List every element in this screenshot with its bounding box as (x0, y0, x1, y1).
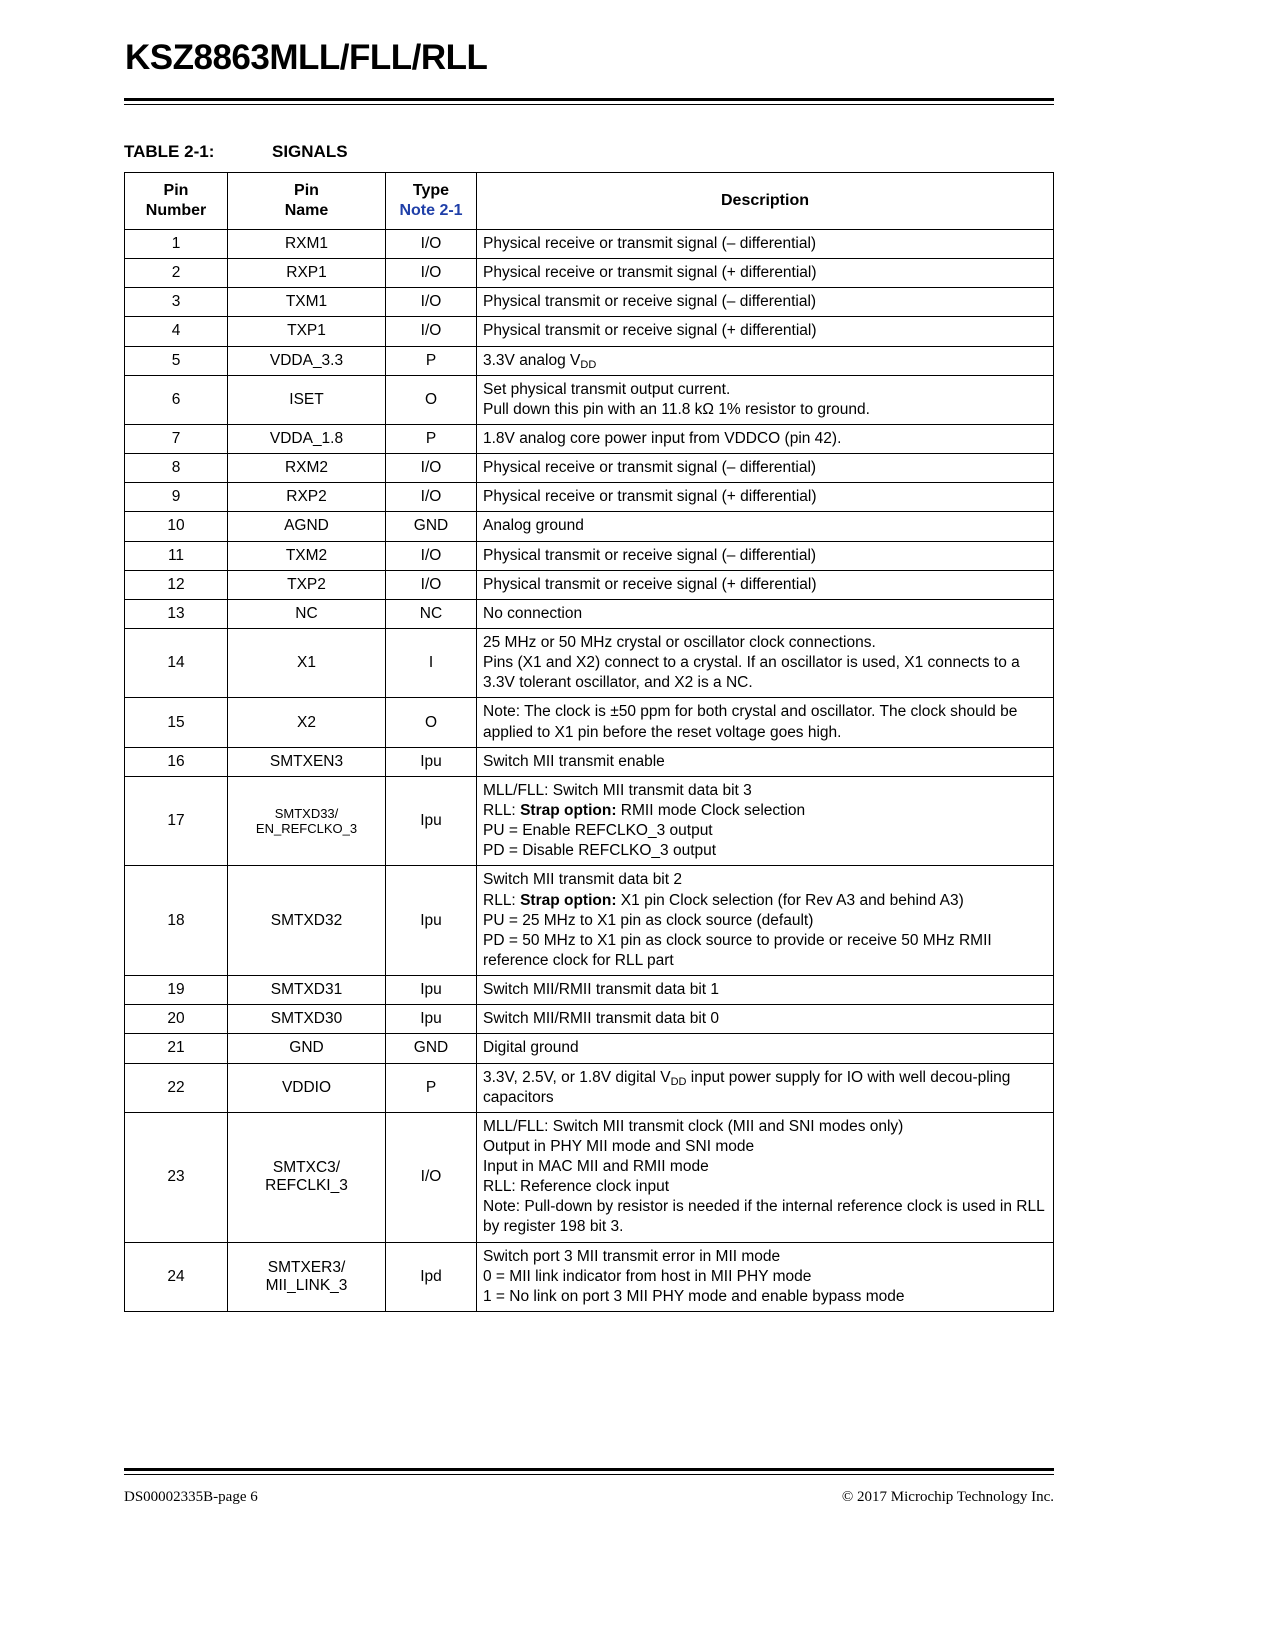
table-caption-text: SIGNALS (272, 142, 348, 161)
table-row (125, 866, 1054, 976)
desc-line: PU = 25 MHz to X1 pin as clock source (default) (483, 911, 814, 929)
cell-type: I/O (386, 483, 477, 512)
header-pin-name (228, 173, 386, 230)
cell-description: Physical receive or transmit signal (– differential) (477, 454, 1054, 483)
cell-pin-name: RXM2 (228, 454, 386, 483)
desc-line: PD = 50 MHz to X1 pin as clock source to provide or receive 50 MHz RMII reference clock for RLL part (483, 931, 992, 969)
cell-pin-name: TXM2 (228, 541, 386, 570)
cell-pin-name (228, 1242, 386, 1311)
cell-pin-name: SMTXD31 (228, 976, 386, 1005)
cell-pin-number: 10 (125, 512, 228, 541)
footer-copyright: © 2017 Microchip Technology Inc. (841, 1489, 1054, 1505)
cell-pin-number: 24 (125, 1242, 228, 1311)
cell-description: Physical receive or transmit signal (– differential) (477, 230, 1054, 259)
cell-description: Physical receive or transmit signal (+ differential) (477, 259, 1054, 288)
cell-description (477, 1112, 1054, 1242)
note-2-1-link[interactable]: Note 2-1 (399, 202, 463, 219)
cell-type: I/O (386, 541, 477, 570)
text-line: SMTXC3/ (272, 1159, 341, 1177)
cell-type: P (386, 424, 477, 453)
cell-type: P (386, 346, 477, 375)
cell-pin-name: TXP2 (228, 570, 386, 599)
text-line: Output in PHY MII mode and SNI mode (483, 1137, 755, 1155)
strap-option-label: Strap option: (520, 891, 617, 909)
cell-description (477, 375, 1054, 424)
cell-pin-name: VDDA_3.3 (228, 346, 386, 375)
cell-pin-number: 15 (125, 698, 228, 747)
cell-pin-name: VDDIO (228, 1063, 386, 1112)
cell-pin-number: 12 (125, 570, 228, 599)
cell-pin-number: 7 (125, 424, 228, 453)
cell-pin-name: ISET (228, 375, 386, 424)
desc-line: PD = Disable REFCLKO_3 output (483, 842, 717, 860)
table-row (125, 599, 1054, 628)
text-line: Pull down this pin with an 11.8 kΩ 1% resistor to ground. (483, 400, 870, 418)
cell-type: Ipu (386, 866, 477, 976)
text-line: EN_REFCLKO_3 (255, 821, 358, 837)
cell-pin-number: 2 (125, 259, 228, 288)
cell-pin-number: 9 (125, 483, 228, 512)
text-line: 25 MHz or 50 MHz crystal or oscillator clock connections. (483, 633, 876, 651)
table-row (125, 976, 1054, 1005)
cell-type: I/O (386, 1112, 477, 1242)
table-row (125, 747, 1054, 776)
table-caption (124, 142, 348, 162)
cell-pin-number: 8 (125, 454, 228, 483)
cell-pin-number: 1 (125, 230, 228, 259)
cell-type: I/O (386, 230, 477, 259)
header-pin-number (125, 173, 228, 230)
cell-description: Switch MII/RMII transmit data bit 1 (477, 976, 1054, 1005)
header-pin-name-line1: Pin (294, 182, 319, 199)
cell-pin-name: RXM1 (228, 230, 386, 259)
table-row (125, 424, 1054, 453)
cell-pin-number: 19 (125, 976, 228, 1005)
text-line: SMTXD33/ (274, 805, 339, 821)
cell-pin-number: 21 (125, 1034, 228, 1063)
header-pin-name-line2: Name (284, 202, 329, 219)
cell-type: Ipd (386, 1242, 477, 1311)
cell-description: 3.3V analog $V_{DD}$ (477, 346, 1054, 375)
cell-description: Switch MII/RMII transmit data bit 0 (477, 1005, 1054, 1034)
cell-type: O (386, 375, 477, 424)
cell-type: Ipu (386, 1005, 477, 1034)
header-type (386, 173, 477, 230)
text-line: Set physical transmit output current. (483, 380, 731, 398)
desc-line: PU = Enable REFCLKO_3 output (483, 822, 713, 840)
cell-type: Ipu (386, 776, 477, 866)
title-divider (124, 98, 1054, 105)
cell-pin-name: AGND (228, 512, 386, 541)
cell-pin-name: RXP1 (228, 259, 386, 288)
table-row (125, 1063, 1054, 1112)
cell-pin-number: 3 (125, 288, 228, 317)
text-line: REFCLKI_3 (265, 1177, 348, 1195)
cell-pin-number: 13 (125, 599, 228, 628)
cell-pin-name: X2 (228, 698, 386, 747)
table-row (125, 541, 1054, 570)
cell-type: I/O (386, 259, 477, 288)
cell-pin-number: 16 (125, 747, 228, 776)
table-row (125, 454, 1054, 483)
cell-type: I/O (386, 288, 477, 317)
cell-pin-number: 20 (125, 1005, 228, 1034)
text-line: 1 = No link on port 3 MII PHY mode and enable bypass mode (483, 1287, 905, 1305)
cell-type: Ipu (386, 976, 477, 1005)
cell-pin-name: SMTXD30 (228, 1005, 386, 1034)
text-line: RLL: Reference clock input (483, 1178, 670, 1196)
header-type-line1: Type (412, 182, 450, 199)
cell-description: Physical transmit or receive signal (+ differential) (477, 317, 1054, 346)
cell-type: I (386, 628, 477, 697)
table-row (125, 317, 1054, 346)
cell-pin-number: 14 (125, 628, 228, 697)
cell-pin-number: 5 (125, 346, 228, 375)
cell-pin-name: VDDA_1.8 (228, 424, 386, 453)
table-row (125, 346, 1054, 375)
desc-line: Switch MII transmit data bit 2 (483, 871, 682, 889)
table-row (125, 259, 1054, 288)
table-row (125, 512, 1054, 541)
strap-option-label: Strap option: (520, 801, 617, 819)
cell-description: Digital ground (477, 1034, 1054, 1063)
table-row (125, 375, 1054, 424)
table-row (125, 483, 1054, 512)
cell-pin-name: SMTXEN3 (228, 747, 386, 776)
header-pin-number-line1: Pin (163, 182, 189, 199)
cell-pin-number: 17 (125, 776, 228, 866)
text-line: SMTXER3/ (267, 1258, 346, 1276)
footer-divider (124, 1468, 1054, 1475)
cell-description: Analog ground (477, 512, 1054, 541)
text-line: MLL/FLL: Switch MII transmit clock (MII and SNI modes only) (483, 1117, 904, 1135)
table-row (125, 628, 1054, 697)
text-line: 0 = MII link indicator from host in MII PHY mode (483, 1267, 812, 1285)
cell-pin-name: RXP2 (228, 483, 386, 512)
cell-pin-name: X1 (228, 628, 386, 697)
cell-description (477, 866, 1054, 976)
cell-description (477, 628, 1054, 697)
table-row (125, 776, 1054, 866)
cell-type: I/O (386, 570, 477, 599)
page-title: KSZ8863MLL/FLL/RLL (125, 38, 488, 77)
cell-type: NC (386, 599, 477, 628)
table-row (125, 288, 1054, 317)
table-caption-label: TABLE 2-1: (124, 142, 215, 161)
cell-pin-number: 11 (125, 541, 228, 570)
cell-pin-name: TXM1 (228, 288, 386, 317)
cell-description: Physical transmit or receive signal (– differential) (477, 541, 1054, 570)
desc-line: RLL: Strap option: RMII mode Clock selection (483, 801, 806, 819)
cell-description: No connection (477, 599, 1054, 628)
cell-type: I/O (386, 317, 477, 346)
table-row (125, 230, 1054, 259)
text-line: Input in MAC MII and RMII mode (483, 1158, 709, 1176)
cell-pin-name (228, 1112, 386, 1242)
cell-type: Ipu (386, 747, 477, 776)
cell-pin-number: 22 (125, 1063, 228, 1112)
cell-description: Physical transmit or receive signal (– differential) (477, 288, 1054, 317)
cell-pin-number: 23 (125, 1112, 228, 1242)
cell-description: Physical receive or transmit signal (+ differential) (477, 483, 1054, 512)
text-line: Pins (X1 and X2) connect to a crystal. If an oscillator is used, X1 connects to a 3.3V tolerant oscillator, and X2 is a NC. (483, 654, 1020, 692)
subscript-dd: DD (580, 358, 597, 371)
cell-description: Note: The clock is ±50 ppm for both crystal and oscillator. The clock should be applied to X1 pin before the reset voltage goes high. (477, 698, 1054, 747)
text-line: Note: Pull-down by resistor is needed if the internal reference clock is used in RLL by register 198 bit 3. (483, 1198, 1045, 1236)
cell-type: O (386, 698, 477, 747)
header-pin-number-line2: Number (145, 202, 207, 219)
desc-line: RLL: Strap option: X1 pin Clock selection (for Rev A3 and behind A3) (483, 891, 964, 909)
table-row (125, 1005, 1054, 1034)
footer-document-id: DS00002335B-page 6 (124, 1489, 258, 1505)
table-row (125, 570, 1054, 599)
cell-pin-name (228, 776, 386, 866)
cell-pin-name: TXP1 (228, 317, 386, 346)
cell-description: Physical transmit or receive signal (+ differential) (477, 570, 1054, 599)
cell-pin-name: NC (228, 599, 386, 628)
cell-type: I/O (386, 454, 477, 483)
subscript-dd: DD (670, 1075, 687, 1088)
table-row (125, 1034, 1054, 1063)
table-row (125, 1242, 1054, 1311)
table-row (125, 698, 1054, 747)
cell-description (477, 1242, 1054, 1311)
cell-pin-name: SMTXD32 (228, 866, 386, 976)
text-line: Switch port 3 MII transmit error in MII mode (483, 1247, 781, 1265)
cell-type: GND (386, 512, 477, 541)
cell-type: GND (386, 1034, 477, 1063)
cell-pin-number: 6 (125, 375, 228, 424)
cell-pin-number: 4 (125, 317, 228, 346)
cell-description (477, 776, 1054, 866)
desc-line: MLL/FLL: Switch MII transmit data bit 3 (483, 781, 752, 799)
cell-pin-number: 18 (125, 866, 228, 976)
cell-type: P (386, 1063, 477, 1112)
signals-table (124, 172, 1054, 1312)
cell-description: 1.8V analog core power input from VDDCO (pin 42). (477, 424, 1054, 453)
text-line: MII_LINK_3 (265, 1276, 348, 1294)
cell-description: Switch MII transmit enable (477, 747, 1054, 776)
cell-pin-name: GND (228, 1034, 386, 1063)
header-description: Description (477, 173, 1054, 230)
table-header-row (125, 173, 1054, 230)
table-row (125, 1112, 1054, 1242)
cell-description: 3.3V, 2.5V, or 1.8V digital $V_{DD}$ input power supply for IO with well decou-pling capacitors (477, 1063, 1054, 1112)
